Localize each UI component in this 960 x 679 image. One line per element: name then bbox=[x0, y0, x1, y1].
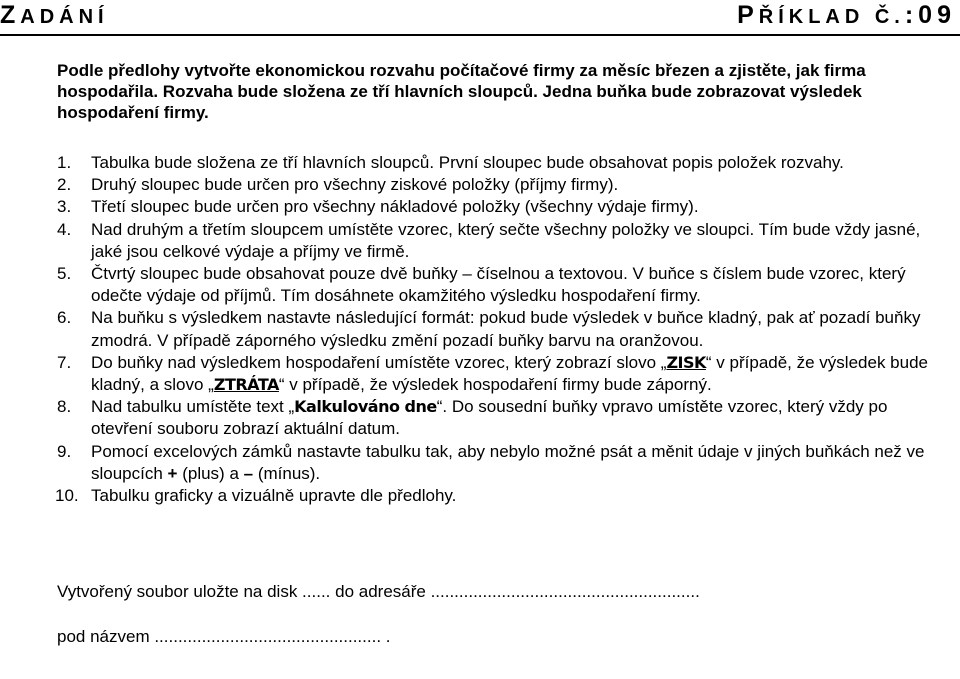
task-text-part: “. Do sousední buňky vpravo umístěte vzorec, který vždy po otevření souboru zobrazí aktuální datum. bbox=[91, 397, 888, 439]
file-name-line: pod názvem ................................................ . bbox=[57, 627, 391, 646]
task-text: Třetí sloupec bude určen pro všechny nákladové položky (všechny výdaje firmy). bbox=[91, 197, 699, 217]
keyword-kalkulovano-dne: Kalkulováno dne bbox=[294, 397, 437, 417]
keyword-ztrata: ZTRÁTA bbox=[213, 375, 279, 395]
task-text: Na buňku s výsledkem nastavte následující formát: pokud bude výsledek v buňce kladný, pak ať pozadí buňky zmodrá. V případě záporného výsledku změní pozadí buňky barvu na oranžovou. bbox=[91, 308, 921, 350]
task-list bbox=[57, 152, 947, 507]
task-item-3 bbox=[57, 196, 947, 218]
assignment-intro: Podle předlohy vytvořte ekonomickou rozvahu počítačové firmy za měsíc březen a zjistěte, jak firma hospodařila. Rozvaha bude složena ze tří hlavních sloupců. Jedna buňka bude zobrazovat výsledek hospodaření firmy. bbox=[57, 61, 866, 122]
task-item-5 bbox=[57, 263, 947, 307]
keyword-zisk: ZISK bbox=[666, 352, 706, 372]
task-number: 2. bbox=[57, 175, 72, 195]
header-example-number bbox=[737, 1, 956, 30]
task-number: 3. bbox=[57, 197, 72, 217]
task-number: 1. bbox=[57, 153, 72, 172]
task-item-10 bbox=[57, 485, 947, 507]
task-number: 6. bbox=[57, 308, 72, 328]
save-instruction-line: Vytvořený soubor uložte na disk ...... do adresáře ......................................................... bbox=[57, 582, 700, 601]
header-example-rest: ŘÍKLAD Č. bbox=[758, 6, 905, 28]
task-number: 9. bbox=[57, 441, 72, 461]
task-text-part: Pomocí excelových zámků nastavte tabulku tak, aby nebylo možné psát a měnit údaje v jiných buňkách než ve sloupcích bbox=[91, 441, 925, 483]
task-text: Druhý sloupec bude určen pro všechny ziskové položky (příjmy firmy). bbox=[91, 175, 619, 195]
task-text: Tabulku graficky a vizuálně upravte dle předlohy. bbox=[91, 486, 457, 506]
task-text-part: (mínus). bbox=[253, 463, 321, 483]
task-text-part: Nad tabulku umístěte text „ bbox=[91, 397, 295, 417]
header-example-suffix: :09 bbox=[904, 1, 956, 29]
task-text: Nad druhým a třetím sloupcem umístěte vzorec, který sečte všechny položky ve sloupci. Tím bude vždy jasné, jaké jsou celkové výdaje a příjmy ve firmě. bbox=[91, 219, 921, 261]
task-number: 5. bbox=[57, 264, 72, 284]
task-item-1 bbox=[57, 152, 947, 174]
header-example-initial: P bbox=[737, 1, 759, 29]
header-title-initial: Z bbox=[0, 1, 21, 29]
task-item-8 bbox=[57, 396, 947, 440]
task-text-part: (plus) a bbox=[177, 463, 244, 483]
task-item-7 bbox=[57, 352, 947, 396]
task-text: Čtvrtý sloupec bude obsahovat pouze dvě buňky – číselnou a textovou. V buňce s číslem bude vzorec, který odečte výdaje od příjmů. Tím dosáhnete okamžitého výsledku hospodaření firmy. bbox=[91, 264, 906, 306]
task-text-part: Do buňky nad výsledkem hospodaření umístěte vzorec, který zobrazí slovo „ bbox=[91, 352, 667, 372]
task-item-2 bbox=[57, 174, 947, 196]
task-item-6 bbox=[57, 307, 947, 351]
page-header bbox=[0, 0, 960, 36]
header-title-zadani bbox=[0, 1, 109, 30]
task-item-4 bbox=[57, 219, 947, 263]
minus-symbol: – bbox=[243, 463, 254, 483]
task-number: 8. bbox=[57, 397, 72, 417]
task-number: 4. bbox=[57, 219, 72, 239]
task-item-9 bbox=[57, 441, 947, 485]
task-text-part: “ v případě, že výsledek hospodaření firmy bude záporný. bbox=[278, 375, 712, 395]
plus-symbol: + bbox=[167, 463, 178, 483]
task-text: Tabulka bude složena ze tří hlavních sloupců. První sloupec bude obsahovat popis položek rozvahy. bbox=[91, 153, 844, 172]
header-title-rest: ADÁNÍ bbox=[20, 6, 109, 28]
task-number: 7. bbox=[57, 352, 72, 372]
task-text-part: “ v případě, že výsledek bude kladný, a slovo „ bbox=[91, 352, 928, 395]
task-number: 10. bbox=[55, 486, 79, 506]
